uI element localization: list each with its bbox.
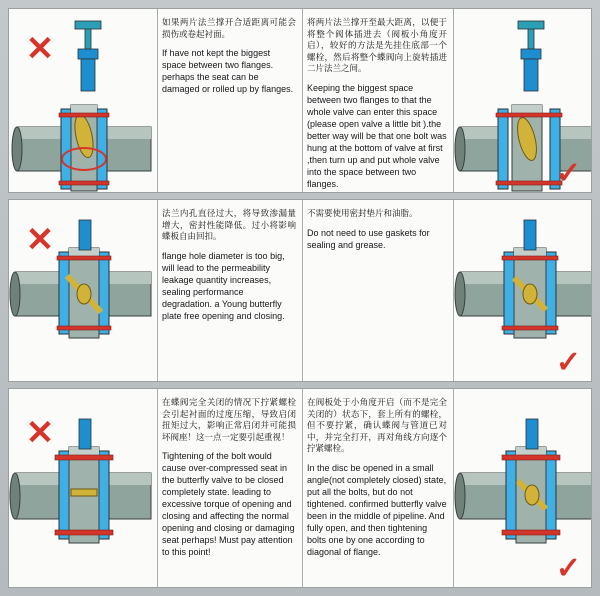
panel-2-wrong-illustration: [9, 200, 157, 381]
panel-3-wrong-illustration: [9, 389, 157, 587]
panel-3-right-en: In the disc be opened in a small angle(not completely closed) state, put all the bolts, but do not tightened. confirmed butterfly valve been in the middle of pipeline. And fully open, and then tightening bolts one by one according to diagonal of flange.: [307, 462, 447, 557]
cross-mark-icon: ✕: [25, 221, 55, 259]
valve-diagram-wrong-3: [9, 389, 157, 587]
cross-mark-icon: ✕: [25, 30, 55, 68]
panel-1-right-cn: 将两片法兰撑开至最大距离，以便于将整个阀体插进去（阀板小角度开启），较好的方法是先挂住底部一个螺栓，然后将整个蝶阀向上旋转插进二片法兰之间。: [307, 17, 447, 73]
panel-2: [8, 199, 592, 382]
panel-3-right-illustration: [454, 389, 591, 587]
panel-2-right-text: [303, 200, 453, 381]
panel-3-right-text: [303, 389, 453, 587]
check-mark-icon: ✓: [555, 346, 581, 379]
valve-diagram-wrong-2: [9, 200, 157, 381]
panel-3-right-cn: 在阀板处于小角度开启（而不是完全关闭的）状态下，套上所有的螺栓，但不要拧紧，确认蝶阀与管道已对中，并完全打开，再对角线方向逐个拧紧螺栓。: [307, 397, 447, 453]
panel-2-wrong-en: flange hole diameter is too big, will lead to the permeability leakage quantity increases, sealing performance degradation. a Young butterfly plate free opening and closing.: [162, 250, 285, 321]
panel-1-wrong-text: [158, 9, 302, 192]
panel-1-wrong-cn: 如果两片法兰撑开合适距离可能会损伤或卷起衬面。: [162, 17, 296, 39]
panel-1-right-text: [303, 9, 453, 192]
panel-3-wrong-cn: 在蝶阀完全关闭的情况下拧紧螺栓会引起衬面的过度压缩，导致启闭扭矩过大，影响正常启闭并可能损坏阀座！这一点一定要引起重视！: [162, 397, 296, 442]
check-mark-icon: ✓: [555, 157, 581, 190]
panel-2-right-cn: 不需要使用密封垫片和油脂。: [307, 208, 418, 218]
panel-1-wrong-en: If have not kept the biggest space between two flanges. perhaps the seat can be damaged or rolled up by flanges.: [162, 48, 294, 94]
panel-3: [8, 388, 592, 588]
panel-1-right-illustration: [454, 9, 591, 192]
panel-1-wrong-illustration: [9, 9, 157, 192]
valve-diagram-wrong-1: [9, 9, 157, 192]
panel-2-right-en: Do not need to use gaskets for sealing and grease.: [307, 227, 430, 250]
panel-2-wrong-cn: 法兰内孔直径过大，将导致渗漏量增大，密封性能降低。过小将影响蝶板自由回扣。: [162, 208, 296, 241]
cross-mark-icon: ✕: [25, 414, 55, 452]
check-mark-icon: ✓: [555, 552, 581, 585]
panel-3-wrong-text: [158, 389, 302, 587]
panel-2-right-illustration: [454, 200, 591, 381]
panel-1: [8, 8, 592, 193]
panel-1-right-en: Keeping the biggest space between two flanges to that the whole valve can enter this space (please open valve a little bit ).the better way will be that one bolt was hung at the bottom of valve at first ,then turn up and put whole valve into the space between two flanges.: [307, 82, 447, 189]
panel-3-wrong-en: Tightening of the bolt would cause over-compressed seat in the butterfly valve to be closed completely state. leading to excessive torque of opening and closing and affecting the normal opening and closing or damaging seat perhaps! Must pay attention to this point!: [162, 451, 295, 557]
panel-2-wrong-text: [158, 200, 302, 381]
